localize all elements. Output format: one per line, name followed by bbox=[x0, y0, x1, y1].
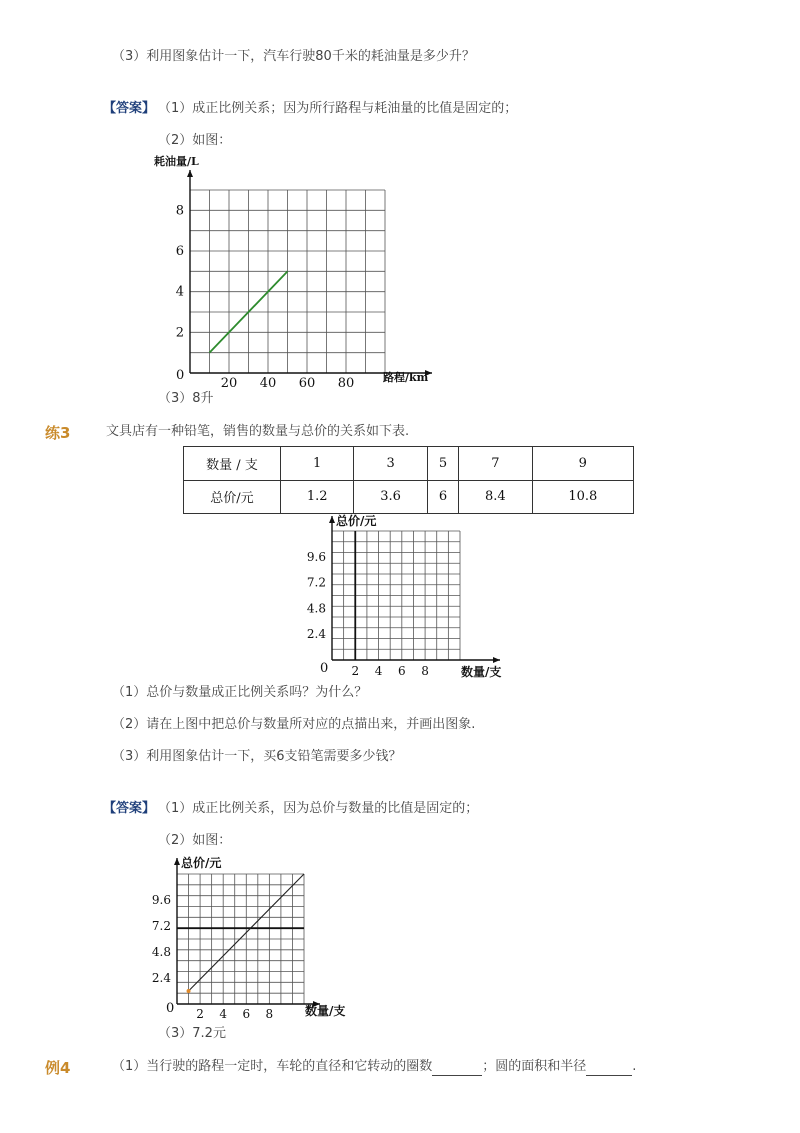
example-tag: 例4 bbox=[45, 1059, 71, 1077]
start-point bbox=[187, 989, 191, 993]
origin-label: 0 bbox=[320, 661, 329, 676]
x-tick-label: 8 bbox=[265, 1007, 274, 1021]
x-tick-label: 60 bbox=[298, 376, 316, 391]
x-tick-label: 80 bbox=[337, 376, 355, 391]
example-4-text-c: . bbox=[632, 1059, 637, 1074]
practice-intro: 文具店有一种铅笔，销售的数量与总价的关系如下表. bbox=[106, 424, 410, 439]
blank-price-chart bbox=[305, 510, 525, 680]
y-tick-label: 2 bbox=[175, 325, 184, 341]
table-cell: 5 bbox=[427, 447, 458, 481]
y-axis-label: 总价/元 bbox=[181, 856, 222, 870]
fuel-distance-chart bbox=[150, 150, 450, 390]
table-cell: 8.4 bbox=[459, 480, 532, 514]
y-tick-label: 4 bbox=[175, 284, 184, 300]
answer-label: 【答案】 bbox=[103, 801, 156, 816]
answer-1-line-2: （2）如图： bbox=[158, 133, 232, 148]
y-tick-label: 7.2 bbox=[151, 919, 171, 933]
example-4-question bbox=[112, 1059, 636, 1076]
x-tick-label: 6 bbox=[397, 664, 406, 678]
table-row bbox=[184, 447, 634, 481]
y-tick-label: 2.4 bbox=[306, 627, 326, 642]
table-cell: 9 bbox=[532, 447, 633, 481]
answer-2-line-2: （2）如图： bbox=[158, 833, 232, 848]
x-tick-label: 6 bbox=[242, 1007, 251, 1021]
x-axis-label: 数量/支 bbox=[461, 665, 502, 679]
y-axis-arrow-icon bbox=[187, 170, 193, 177]
chart-axes bbox=[187, 170, 432, 376]
y-tick-label: 8 bbox=[175, 203, 184, 219]
table-cell: 1 bbox=[281, 447, 354, 481]
y-axis-arrow-icon bbox=[174, 858, 180, 865]
practice-question-1: （1）总价与数量成正比例关系吗？为什么？ bbox=[112, 685, 368, 700]
table-cell: 1.2 bbox=[281, 480, 354, 514]
practice-question-2: （2）请在上图中把总价与数量所对应的点描出来，并画出图象. bbox=[112, 717, 476, 732]
fill-blank-1[interactable] bbox=[432, 1059, 482, 1076]
y-tick-label: 4.8 bbox=[151, 945, 171, 959]
x-axis-label: 路程/km bbox=[383, 371, 429, 384]
y-tick-label: 9.6 bbox=[151, 893, 171, 907]
table-cell: 数量 / 支 bbox=[184, 447, 281, 481]
y-tick-label: 4.8 bbox=[306, 601, 326, 616]
x-axis-arrow-icon bbox=[493, 657, 500, 663]
example-4-text-a: （1）当行驶的路程一定时，车轮的直径和它转动的圈数 bbox=[112, 1059, 433, 1074]
fill-blank-2[interactable] bbox=[586, 1059, 632, 1076]
y-axis-label: 总价/元 bbox=[336, 514, 377, 528]
x-tick-label: 2 bbox=[351, 664, 360, 678]
answer-label: 【答案】 bbox=[103, 101, 156, 116]
answer-2-line-3: （3）7.2元 bbox=[158, 1026, 226, 1041]
question-3-text: （3）利用图象估计一下，汽车行驶80千米的耗油量是多少升？ bbox=[112, 49, 475, 64]
table-cell: 10.8 bbox=[532, 480, 633, 514]
y-tick-label: 9.6 bbox=[306, 549, 326, 564]
example-4-text-b: ；圆的面积和半径 bbox=[482, 1059, 587, 1074]
origin-label: 0 bbox=[166, 1001, 175, 1016]
y-tick-label: 6 bbox=[175, 244, 184, 259]
price-quantity-table bbox=[183, 446, 634, 514]
table-cell: 6 bbox=[427, 480, 458, 514]
x-tick-label: 2 bbox=[196, 1007, 204, 1021]
x-tick-label: 20 bbox=[220, 376, 238, 391]
table-cell: 7 bbox=[459, 447, 532, 481]
y-tick-label: 7.2 bbox=[306, 575, 326, 590]
chart-grid bbox=[190, 190, 385, 373]
table-cell: 总价/元 bbox=[184, 480, 281, 514]
x-tick-label: 8 bbox=[421, 664, 429, 678]
y-axis-arrow-icon bbox=[329, 516, 335, 523]
answer-1-line-3: （3）8升 bbox=[158, 391, 214, 406]
x-axis-label: 数量/支 bbox=[305, 1004, 346, 1018]
answer-1-line-1: （1）成正比例关系；因为所行路程与耗油量的比值是固定的； bbox=[158, 101, 518, 116]
table-cell: 3 bbox=[354, 447, 427, 481]
x-tick-label: 4 bbox=[219, 1007, 228, 1021]
table-cell: 3.6 bbox=[354, 480, 427, 514]
practice-tag: 练3 bbox=[45, 424, 71, 442]
answer-2-line-1: （1）成正比例关系，因为总价与数量的比值是固定的； bbox=[158, 801, 479, 816]
x-tick-label: 40 bbox=[259, 376, 277, 391]
y-tick-label: 2.4 bbox=[151, 971, 171, 985]
table-row bbox=[184, 480, 634, 514]
origin-label: 0 bbox=[176, 368, 185, 383]
chart-grid bbox=[332, 531, 460, 660]
y-axis-label: 耗油量/L bbox=[154, 155, 199, 168]
practice-question-3: （3）利用图象估计一下，买6支铅笔需要多少钱？ bbox=[112, 749, 402, 764]
x-tick-label: 4 bbox=[374, 664, 383, 678]
answer-price-chart bbox=[140, 852, 360, 1027]
